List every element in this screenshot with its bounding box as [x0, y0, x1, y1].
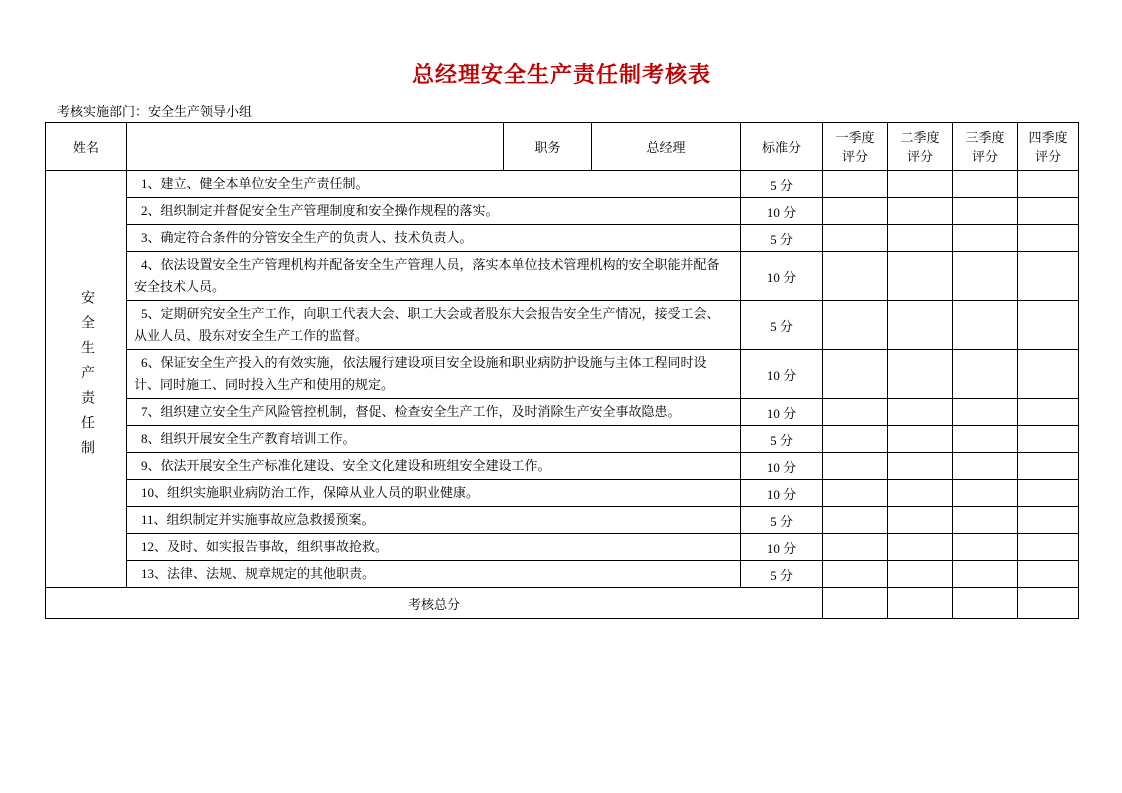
total-score-row [46, 588, 1079, 619]
quarter-score-cell[interactable] [823, 426, 888, 453]
standard-score: 10 分 [741, 453, 823, 480]
quarter-score-cell[interactable] [953, 252, 1018, 301]
quarter-score-cell[interactable] [953, 350, 1018, 399]
quarter-score-cell[interactable] [823, 301, 888, 350]
quarter-score-cell[interactable] [953, 426, 1018, 453]
q2-header-line1: 二季度 [900, 129, 940, 145]
standard-score: 5 分 [741, 171, 823, 198]
standard-score: 5 分 [741, 225, 823, 252]
q1-header-line1: 一季度 [835, 129, 875, 145]
quarter-score-cell[interactable] [823, 171, 888, 198]
quarter-score-cell[interactable] [823, 225, 888, 252]
item-text: 5、定期研究安全生产工作，向职工代表大会、职工大会或者股东大会报告安全生产情况，接受工会、从业人员、股东对安全生产工作的监督。 [127, 301, 741, 350]
table-row [46, 171, 1079, 198]
quarter-score-cell[interactable] [888, 301, 953, 350]
standard-score: 10 分 [741, 350, 823, 399]
item-text: 12、及时、如实报告事故，组织事故抢救。 [127, 534, 741, 561]
table-row [46, 507, 1079, 534]
table-row [46, 252, 1079, 301]
quarter-score-cell[interactable] [1018, 252, 1079, 301]
total-quarter-score-cell[interactable] [823, 588, 888, 619]
item-text: 8、组织开展安全生产教育培训工作。 [127, 426, 741, 453]
page-title: 总经理安全生产责任制考核表 [411, 62, 711, 87]
table-row [46, 225, 1079, 252]
quarter-score-cell[interactable] [953, 171, 1018, 198]
q1-header-line2: 评分 [841, 148, 868, 164]
quarter-score-cell[interactable] [953, 480, 1018, 507]
table-row [46, 350, 1079, 399]
standard-score-label: 标准分 [741, 123, 823, 171]
item-text: 13、法律、法规、规章规定的其他职责。 [127, 561, 741, 588]
quarter-score-cell[interactable] [1018, 426, 1079, 453]
q2-header-line2: 评分 [906, 148, 933, 164]
quarter-score-cell[interactable] [953, 534, 1018, 561]
q4-header-line2: 评分 [1034, 148, 1061, 164]
standard-score: 5 分 [741, 507, 823, 534]
quarter-score-cell[interactable] [953, 301, 1018, 350]
quarter-score-cell[interactable] [823, 399, 888, 426]
quarter-score-cell[interactable] [953, 225, 1018, 252]
quarter-score-cell[interactable] [1018, 480, 1079, 507]
quarter-score-cell[interactable] [953, 198, 1018, 225]
quarter-score-cell[interactable] [823, 252, 888, 301]
quarter-score-cell[interactable] [1018, 534, 1079, 561]
item-text: 11、组织制定并实施事故应急救援预案。 [127, 507, 741, 534]
table-row [46, 301, 1079, 350]
quarter-score-cell[interactable] [888, 561, 953, 588]
quarter-score-cell[interactable] [823, 507, 888, 534]
item-text: 7、组织建立安全生产风险管控机制，督促、检查安全生产工作，及时消除生产安全事故隐患。 [127, 399, 741, 426]
quarter-score-cell[interactable] [1018, 507, 1079, 534]
standard-score: 5 分 [741, 426, 823, 453]
q4-header-line1: 四季度 [1028, 129, 1068, 145]
standard-score: 5 分 [741, 301, 823, 350]
quarter-score-cell[interactable] [1018, 301, 1079, 350]
quarter-score-cell[interactable] [1018, 198, 1079, 225]
quarter-score-cell[interactable] [888, 198, 953, 225]
table-row [46, 534, 1079, 561]
total-score-label: 考核总分 [46, 588, 823, 619]
quarter-score-cell[interactable] [1018, 561, 1079, 588]
standard-score: 10 分 [741, 534, 823, 561]
table-row [46, 480, 1079, 507]
quarter-score-cell[interactable] [823, 453, 888, 480]
table-row [46, 561, 1079, 588]
quarter-score-cell[interactable] [823, 350, 888, 399]
total-quarter-score-cell[interactable] [1018, 588, 1079, 619]
name-label: 姓名 [46, 123, 127, 171]
quarter-score-cell[interactable] [823, 480, 888, 507]
quarter-score-cell[interactable] [888, 426, 953, 453]
q1-header [823, 123, 888, 171]
quarter-score-cell[interactable] [823, 198, 888, 225]
quarter-score-cell[interactable] [1018, 171, 1079, 198]
total-quarter-score-cell[interactable] [888, 588, 953, 619]
item-text: 4、依法设置安全生产管理机构并配备安全生产管理人员，落实本单位技术管理机构的安全职能并配备安全技术人员。 [127, 252, 741, 301]
section-label-vertical: 安全生产责任制 [79, 289, 94, 465]
table-row [46, 426, 1079, 453]
quarter-score-cell[interactable] [953, 507, 1018, 534]
standard-score: 10 分 [741, 252, 823, 301]
table-header-row [46, 123, 1079, 171]
quarter-score-cell[interactable] [888, 480, 953, 507]
item-text: 10、组织实施职业病防治工作，保障从业人员的职业健康。 [127, 480, 741, 507]
quarter-score-cell[interactable] [888, 171, 953, 198]
quarter-score-cell[interactable] [953, 561, 1018, 588]
item-text: 6、保证安全生产投入的有效实施，依法履行建设项目安全设施和职业病防护设施与主体工程同时设计、同时施工、同时投入生产和使用的规定。 [127, 350, 741, 399]
quarter-score-cell[interactable] [1018, 225, 1079, 252]
quarter-score-cell[interactable] [888, 350, 953, 399]
assessment-department-line: 考核实施部门：安全生产领导小组 [57, 104, 253, 119]
section-label-cell [46, 171, 127, 588]
q3-header [953, 123, 1018, 171]
quarter-score-cell[interactable] [888, 252, 953, 301]
item-text: 9、依法开展安全生产标准化建设、安全文化建设和班组安全建设工作。 [127, 453, 741, 480]
q2-header [888, 123, 953, 171]
quarter-score-cell[interactable] [888, 225, 953, 252]
quarter-score-cell[interactable] [1018, 453, 1079, 480]
quarter-score-cell[interactable] [953, 453, 1018, 480]
standard-score: 10 分 [741, 399, 823, 426]
table-row [46, 453, 1079, 480]
quarter-score-cell[interactable] [953, 399, 1018, 426]
quarter-score-cell[interactable] [888, 453, 953, 480]
assessment-table [45, 122, 1079, 619]
standard-score: 5 分 [741, 561, 823, 588]
q3-header-line2: 评分 [971, 148, 998, 164]
name-value-cell[interactable] [127, 123, 504, 171]
quarter-score-cell[interactable] [888, 507, 953, 534]
quarter-score-cell[interactable] [888, 399, 953, 426]
quarter-score-cell[interactable] [823, 561, 888, 588]
table-row [46, 399, 1079, 426]
item-text: 2、组织制定并督促安全生产管理制度和安全操作规程的落实。 [127, 198, 741, 225]
standard-score: 10 分 [741, 198, 823, 225]
quarter-score-cell[interactable] [888, 534, 953, 561]
position-label: 职务 [504, 123, 592, 171]
standard-score: 10 分 [741, 480, 823, 507]
q3-header-line1: 三季度 [965, 129, 1005, 145]
q4-header [1018, 123, 1079, 171]
item-text: 3、确定符合条件的分管安全生产的负责人、技术负责人。 [127, 225, 741, 252]
position-value: 总经理 [592, 123, 741, 171]
quarter-score-cell[interactable] [1018, 350, 1079, 399]
total-quarter-score-cell[interactable] [953, 588, 1018, 619]
table-row [46, 198, 1079, 225]
quarter-score-cell[interactable] [1018, 399, 1079, 426]
item-text: 1、建立、健全本单位安全生产责任制。 [127, 171, 741, 198]
quarter-score-cell[interactable] [823, 534, 888, 561]
